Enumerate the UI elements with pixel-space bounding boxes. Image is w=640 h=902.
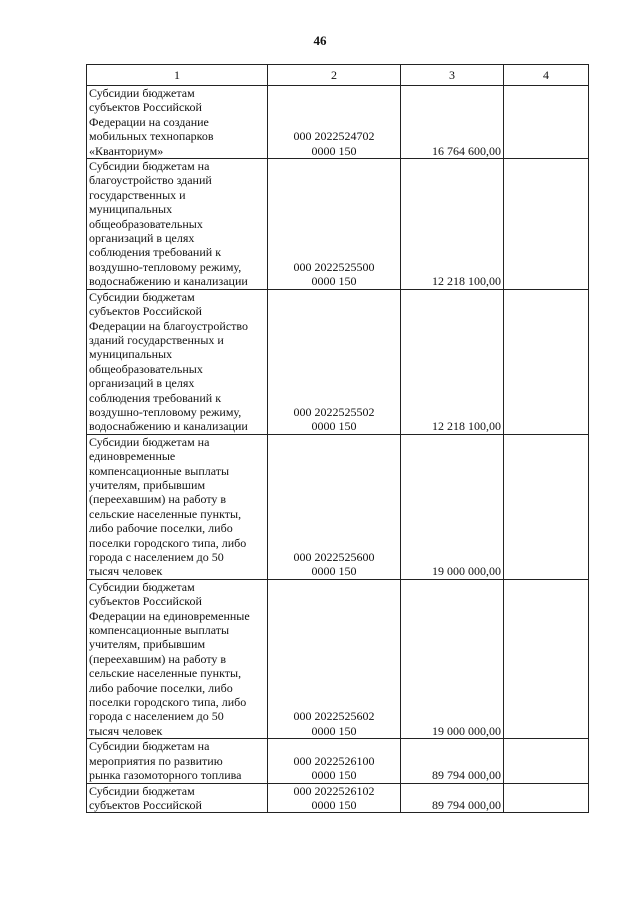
table-header-row bbox=[87, 65, 589, 86]
row-col4 bbox=[504, 434, 589, 579]
row-amount: 12 218 100,00 bbox=[401, 289, 504, 434]
row-amount: 19 000 000,00 bbox=[401, 434, 504, 579]
row-description: Субсидии бюджетам на благоустройство зданий государственных и муниципальных общеобразовательных организаций в целях соблюдения требований к воздушно-тепловому режиму, водоснабжению и канализации bbox=[87, 159, 268, 290]
row-col4 bbox=[504, 783, 589, 813]
row-description: Субсидии бюджетам субъектов Российской bbox=[87, 783, 268, 813]
row-description: Субсидии бюджетам субъектов Российской Федерации на создание мобильных технопарков «Кванториум» bbox=[87, 86, 268, 159]
column-header-1: 1 bbox=[87, 65, 268, 86]
row-code: 000 2022525602 0000 150 bbox=[268, 579, 401, 738]
row-col4 bbox=[504, 739, 589, 783]
row-col4 bbox=[504, 289, 589, 434]
table-row bbox=[87, 434, 589, 579]
row-code: 000 2022525600 0000 150 bbox=[268, 434, 401, 579]
row-description: Субсидии бюджетам субъектов Российской Федерации на единовременные компенсационные выплаты учителям, прибывшим (переехавшим) на работу в сельские населенные пункты, либо рабочие поселки, либо поселки городского типа, либо города с населением до 50 тысяч человек bbox=[87, 579, 268, 738]
row-description: Субсидии бюджетам на мероприятия по развитию рынка газомоторного топлива bbox=[87, 739, 268, 783]
row-col4 bbox=[504, 579, 589, 738]
row-amount: 16 764 600,00 bbox=[401, 86, 504, 159]
budget-table bbox=[86, 64, 589, 813]
row-code: 000 2022524702 0000 150 bbox=[268, 86, 401, 159]
row-code: 000 2022525502 0000 150 bbox=[268, 289, 401, 434]
table-row bbox=[87, 579, 589, 738]
table-row bbox=[87, 739, 589, 783]
row-code: 000 2022525500 0000 150 bbox=[268, 159, 401, 290]
row-amount: 89 794 000,00 bbox=[401, 783, 504, 813]
table-row bbox=[87, 86, 589, 159]
row-code: 000 2022526100 0000 150 bbox=[268, 739, 401, 783]
row-description: Субсидии бюджетам на единовременные компенсационные выплаты учителям, прибывшим (переехавшим) на работу в сельские населенные пункты, либо рабочие поселки, либо поселки городского типа, либо города с населением до 50 тысяч человек bbox=[87, 434, 268, 579]
table-row bbox=[87, 783, 589, 813]
table-row bbox=[87, 289, 589, 434]
row-col4 bbox=[504, 159, 589, 290]
table-row bbox=[87, 159, 589, 290]
row-description: Субсидии бюджетам субъектов Российской Федерации на благоустройство зданий государственных и муниципальных общеобразовательных организаций в целях соблюдения требований к воздушно-тепловому режиму, водоснабжению и канализации bbox=[87, 289, 268, 434]
column-header-4: 4 bbox=[504, 65, 589, 86]
row-col4 bbox=[504, 86, 589, 159]
row-code: 000 2022526102 0000 150 bbox=[268, 783, 401, 813]
row-amount: 89 794 000,00 bbox=[401, 739, 504, 783]
row-amount: 19 000 000,00 bbox=[401, 579, 504, 738]
column-header-3: 3 bbox=[401, 65, 504, 86]
row-amount: 12 218 100,00 bbox=[401, 159, 504, 290]
column-header-2: 2 bbox=[268, 65, 401, 86]
page-number: 46 bbox=[313, 33, 327, 48]
